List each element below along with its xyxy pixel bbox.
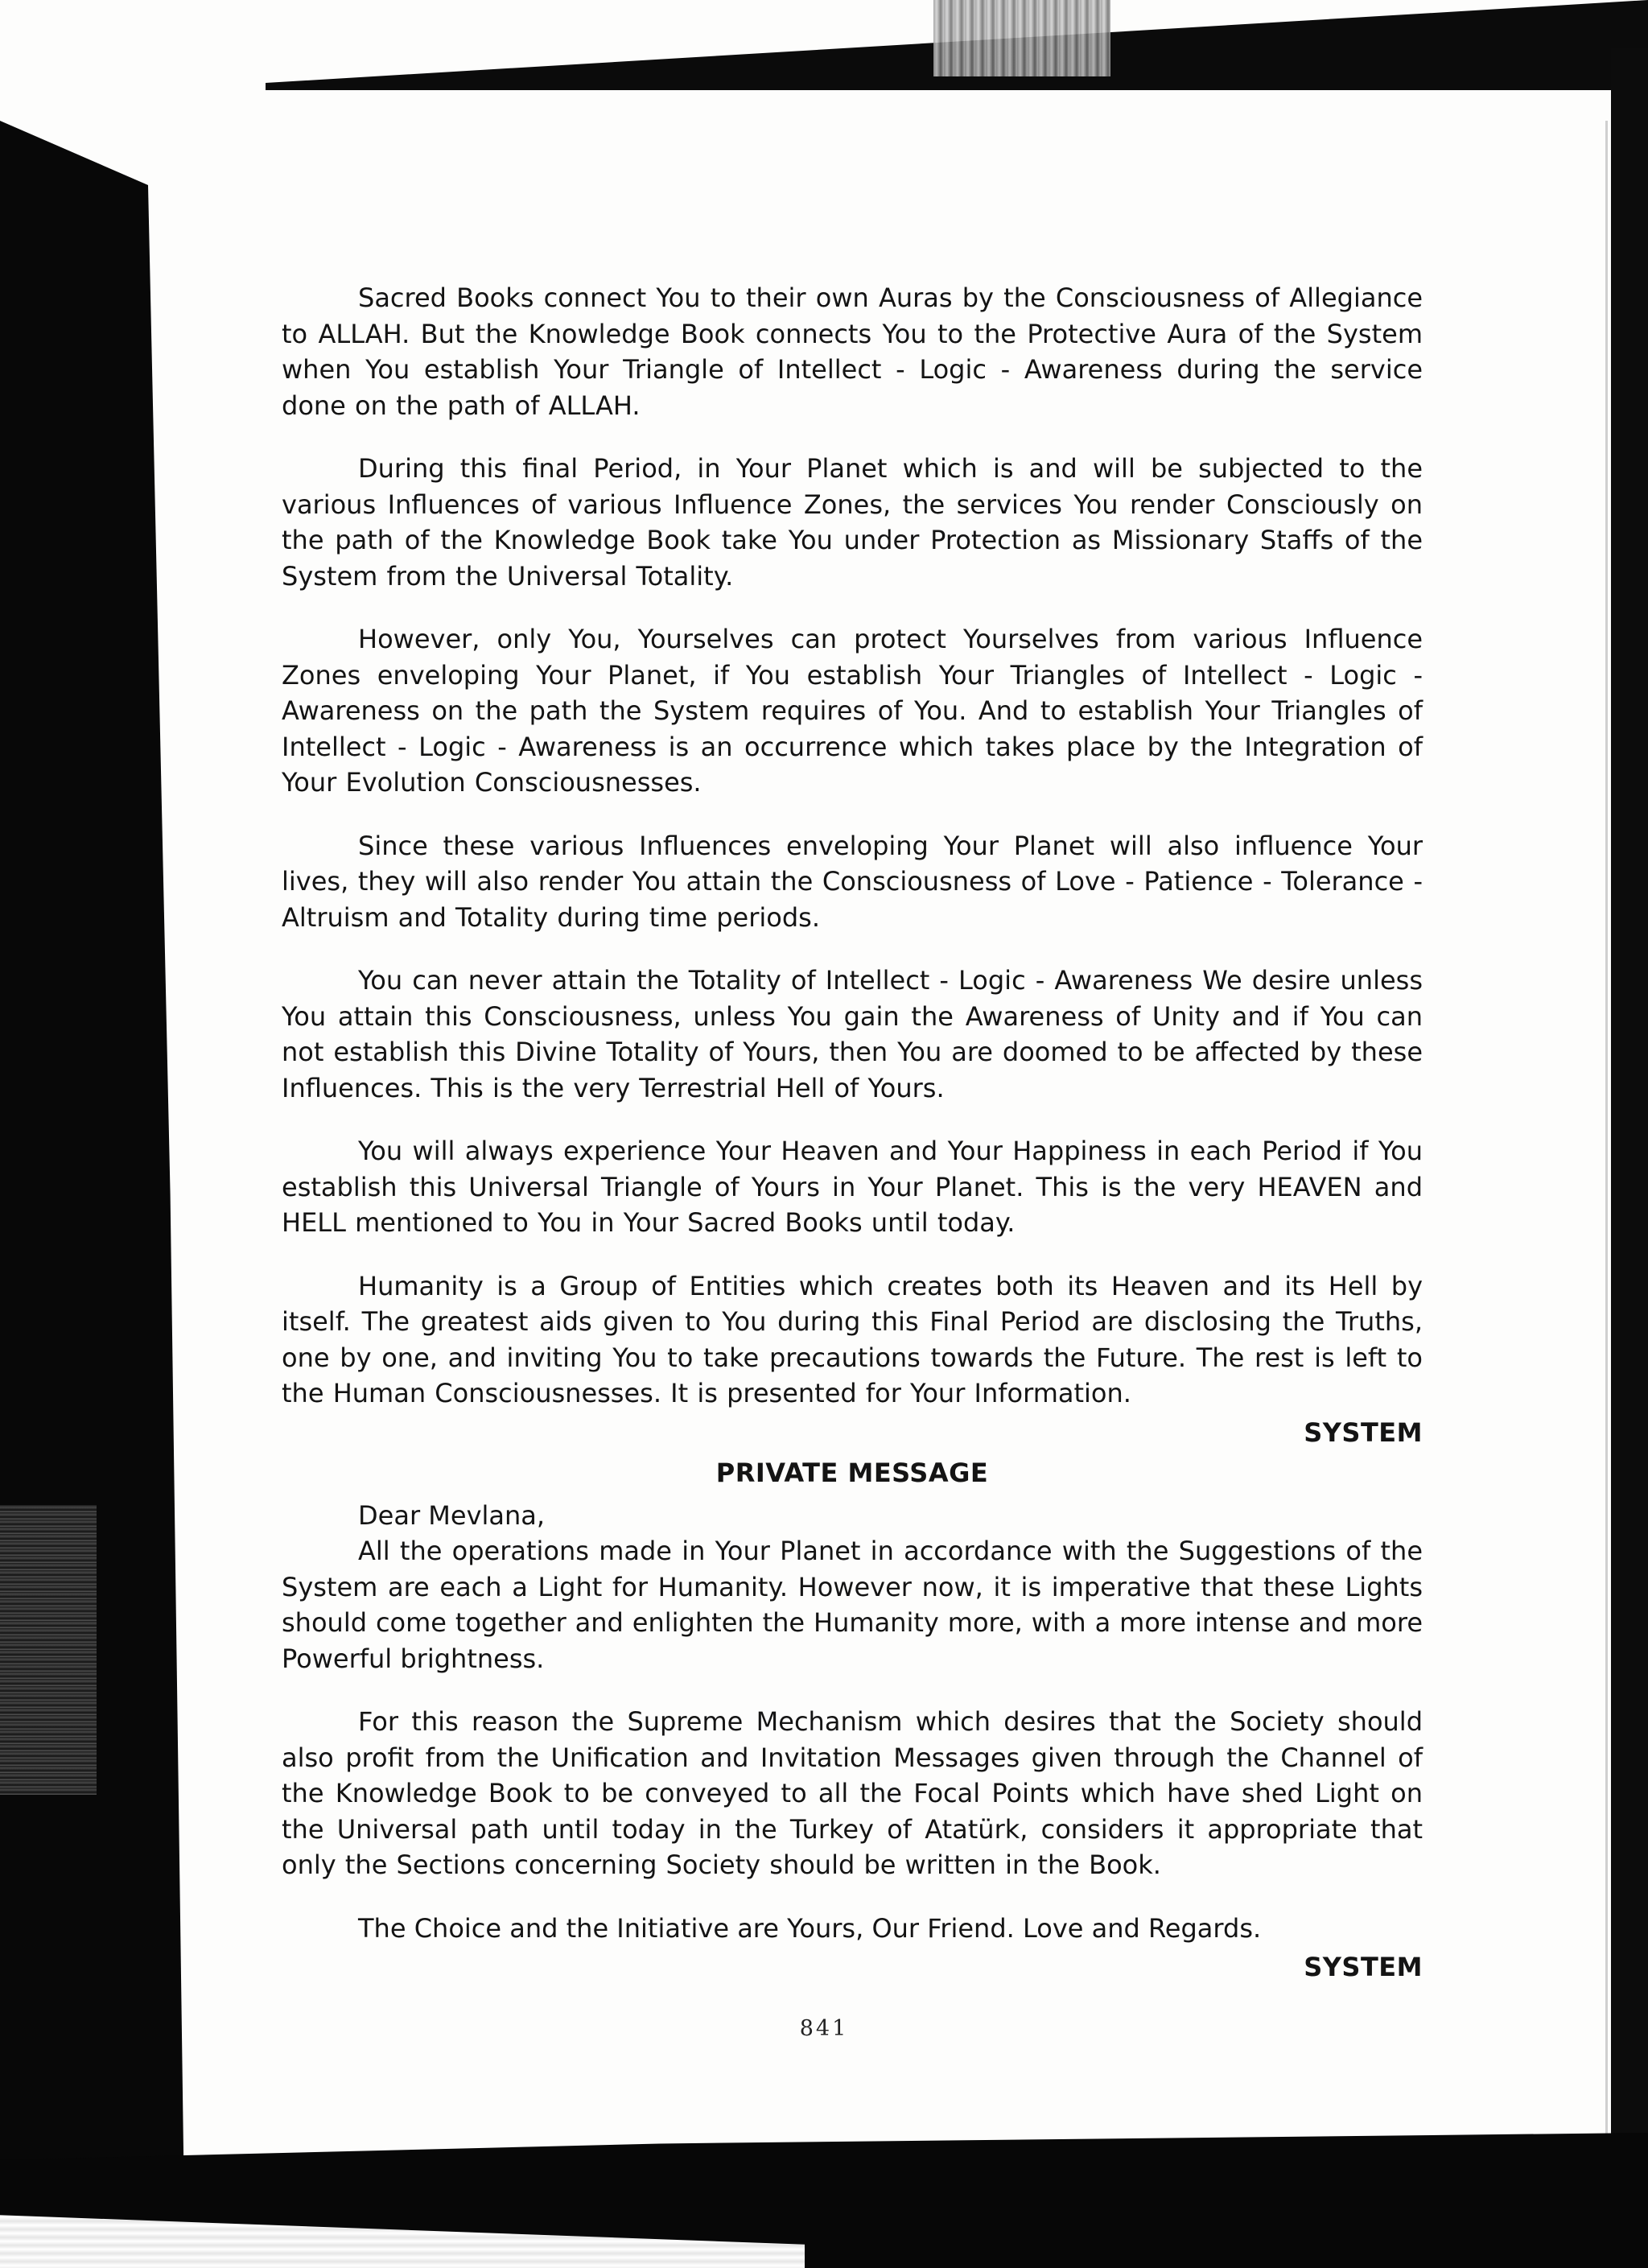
- paragraph: You can never attain the Totality of Intellect - Logic - Awareness We desire unless You attain this Consciousness, unless You gain the Awareness of Unity and if You can not establish this Divine Totality of Yours, then You are doomed to be affected by these Influences. This is the very Terrestrial Hell of Yours.: [282, 965, 1423, 1103]
- paragraph: You will always experience Your Heaven and Your Happiness in each Period if You establish this Universal Triangle of Yours in Your Planet. This is the very HEAVEN and HELL mentioned to You in Your Sacred Books until today.: [282, 1136, 1423, 1238]
- paragraph: Humanity is a Group of Entities which creates both its Heaven and its Hell by itself. The greatest aids given to You during this Final Period are disclosing the Truths, one by one, and inviting You to take precautions towards the Future. The rest is left to the Human Consciousnesses. It is presented for Your Information.: [282, 1270, 1423, 1408]
- paragraph: However, only You, Yourselves can protect Yourselves from various Influence Zones enveloping Your Planet, if You establish Your Triangles of Intellect - Logic - Awareness on the path the System requires of You. And to establish Your Triangles of Intellect - Logic - Awareness is an occurrence which takes place by the Integration of Your Evolution Consciousnesses.: [282, 624, 1423, 798]
- paragraph: Sacred Books connect You to their own Auras by the Consciousness of Allegiance to ALLAH. But the Knowledge Book connects You to the Protective Aura of the System when You establish Your Triangle of Intellect - Logic - Awareness during the service done on the path of ALLAH.: [282, 282, 1423, 421]
- page-number: 841: [799, 2016, 849, 2041]
- page-body: [282, 280, 1423, 1986]
- scan-border-left: [0, 121, 185, 2268]
- paragraph: For this reason the Supreme Mechanism which desires that the Society should also profit from the Unification and Invitation Messages given through the Channel of the Knowledge Book to be conveyed to all the Focal Points which have shed Light on the Universal path until today in the Turkey of Atatürk, considers it appropriate that only the Sections concerning Society should be written in the Book.: [282, 1706, 1423, 1880]
- scan-noise-left: [0, 1505, 97, 1795]
- scan-smudge: [933, 0, 1110, 76]
- signature: SYSTEM: [1304, 1952, 1423, 1982]
- section-heading: PRIVATE MESSAGE: [715, 1458, 989, 1488]
- paragraph: All the operations made in Your Planet in accordance with the Suggestions of the System are each a Light for Humanity. However now, it is imperative that these Lights should come together and enlighten the Humanity more, with a more intense and more Powerful brightness.: [282, 1536, 1423, 1674]
- scan-line-right: [1605, 121, 1608, 2173]
- salutation: Dear Mevlana,: [358, 1499, 546, 1531]
- scan-border-right: [1611, 48, 1648, 2221]
- signature: SYSTEM: [1304, 1416, 1423, 1448]
- closing-line: The Choice and the Initiative are Yours, Our Friend. Love and Regards.: [358, 1912, 1262, 1944]
- paragraph: During this final Period, in Your Planet which is and will be subjected to the various Influences of various Influence Zones, the services You render Consciously on the path of the Knowledge Book take You under Protection as Missionary Staffs of the System from the Universal Totality.: [282, 453, 1423, 592]
- paragraph: Since these various Influences enveloping Your Planet will also influence Your lives, they will also render You attain the Consciousness of Love - Patience - Tolerance - Altruism and Totality during time periods.: [282, 830, 1423, 933]
